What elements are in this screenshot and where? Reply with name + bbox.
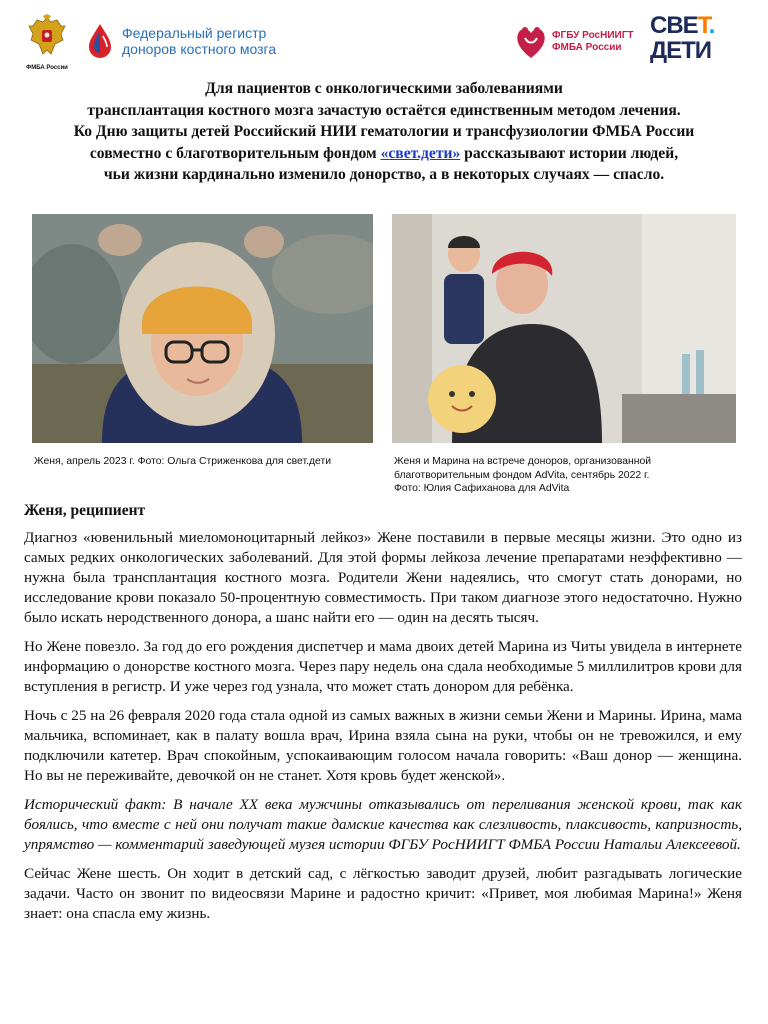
fmba-logo: [24, 14, 70, 71]
paragraph-3: Ночь с 25 на 26 февраля 2020 года стала одной из самых важных в жизни семьи Жени и Марины. Ирина, мама мальчика, вспоминает, как в палату вошла врач, Ирина взяла сына на руки, чтобы он не тревожился, и ему подключили катетер. Врач спокойным, успокаивающим голосом начала говорить: «Ваш донор — женщина. Но вы не переживайте, девочкой он не станет. Хотя кровь будет женской».: [24, 707, 742, 784]
heart-people-icon: [514, 22, 548, 62]
niigt-title-line1: ФГБУ РосНИИГТ: [552, 30, 634, 41]
photo1-caption: Женя, апрель 2023 г. Фото: Ольга Стриженкова для свет.дети: [34, 456, 332, 467]
svet-logo-part-a: СВЕ: [650, 12, 698, 39]
intro-line4-pre: совместно с благотворительным фондом: [89, 144, 381, 162]
svet-deti-link[interactable]: «свет.дети»: [380, 144, 461, 162]
blood-drop-icon: [86, 22, 114, 60]
paragraph-1: Диагноз «ювенильный миеломоноцитарный лейкоз» Жене поставили в первые месяцы жизни. Это одно из самых редких онкологических заболеваний. Для этой формы лейкоза лечение препаратами неэффективно — нужна была трансплантация костного мозга. Родители Жени надеялись, что смогут стать донорами, но исследование крови показало 50-процентную совместимость. При таком диагнозе этого недостаточно. Нужно было искать неродственного донора, а шанс найти его — один на десять тысяч.: [24, 529, 742, 626]
svet-logo-dot: .: [708, 12, 715, 39]
donor-meeting-illustration: [392, 214, 736, 443]
article-body: [24, 528, 742, 933]
photo2-caption-line1: Женя и Марина на встрече доноров, организованной: [394, 456, 652, 467]
svet-logo-part-b: Т: [697, 12, 709, 39]
rosniigt-logo: [514, 22, 633, 62]
photo2-caption: [394, 455, 738, 496]
registry-title-line2: доноров костного мозга: [122, 41, 277, 57]
photo2-caption-line2: благотворительным фондом AdVita, сентябрь 2022 г.: [394, 469, 650, 481]
intro-line5: чьи жизни кардинально изменило донорство, а в некоторых случаях — спасло.: [103, 166, 665, 184]
page-header: [0, 0, 768, 72]
child-portrait-illustration: [32, 214, 373, 443]
intro-line4: [20, 143, 748, 165]
historical-fact-paragraph: Исторический факт: В начале XX века мужчины отказывались от переливания женской крови, так как боялись, что вместе с ней они получат такие дамские качества как слезливость, плаксивость, капризность, упрямство — комментарий заведующей музея истории ФГБУ РосНИИГТ ФМБА России Натальи Алексеевой.: [24, 796, 742, 853]
intro-line3: Ко Дню защиты детей Российский НИИ гематологии и трансфузиологии ФМБА России: [73, 123, 695, 141]
fmba-caption: ФМБА России: [26, 65, 68, 71]
intro-block: [20, 78, 748, 186]
bone-marrow-registry-logo: [86, 22, 276, 60]
svet-deti-logo: [650, 14, 750, 64]
svet-logo-line2: ДЕТИ: [650, 37, 712, 64]
photo-zhenya: [32, 214, 373, 443]
photo-zhenya-and-marina: [392, 214, 736, 443]
paragraph-2: Но Жене повезло. За год до его рождения диспетчер и мама двоих детей Марина из Читы увидела в интернете информацию о донорстве костного мозга. Через пару недель она сдала необходимые 5 миллилитров крови для вступления в регистр. И уже через год узнала, что может стать донором для ребёнка.: [24, 638, 742, 695]
section-title: Женя, реципиент: [24, 502, 146, 519]
niigt-title-line2: ФМБА России: [552, 42, 622, 53]
registry-title-line1: Федеральный регистр: [122, 25, 267, 41]
intro-line2: трансплантация костного мозга зачастую остаётся единственным методом лечения.: [87, 101, 681, 119]
intro-line1: Для пациентов с онкологическими заболеваниями: [205, 80, 563, 97]
paragraph-5: Сейчас Жене шесть. Он ходит в детский сад, с лёгкостью заводит друзей, любит разгадывать логические задачи. Часто он звонит по видеосвязи Марине и радостно кричит: «Привет, моя любимая Марина!» Женя знает: она спасла ему жизнь.: [24, 865, 742, 922]
double-headed-eagle-icon: [27, 14, 67, 58]
photo2-caption-line3: Фото: Юлия Сафиханова для AdVita: [394, 483, 570, 495]
intro-line4-post: рассказывают истории людей,: [460, 144, 679, 162]
